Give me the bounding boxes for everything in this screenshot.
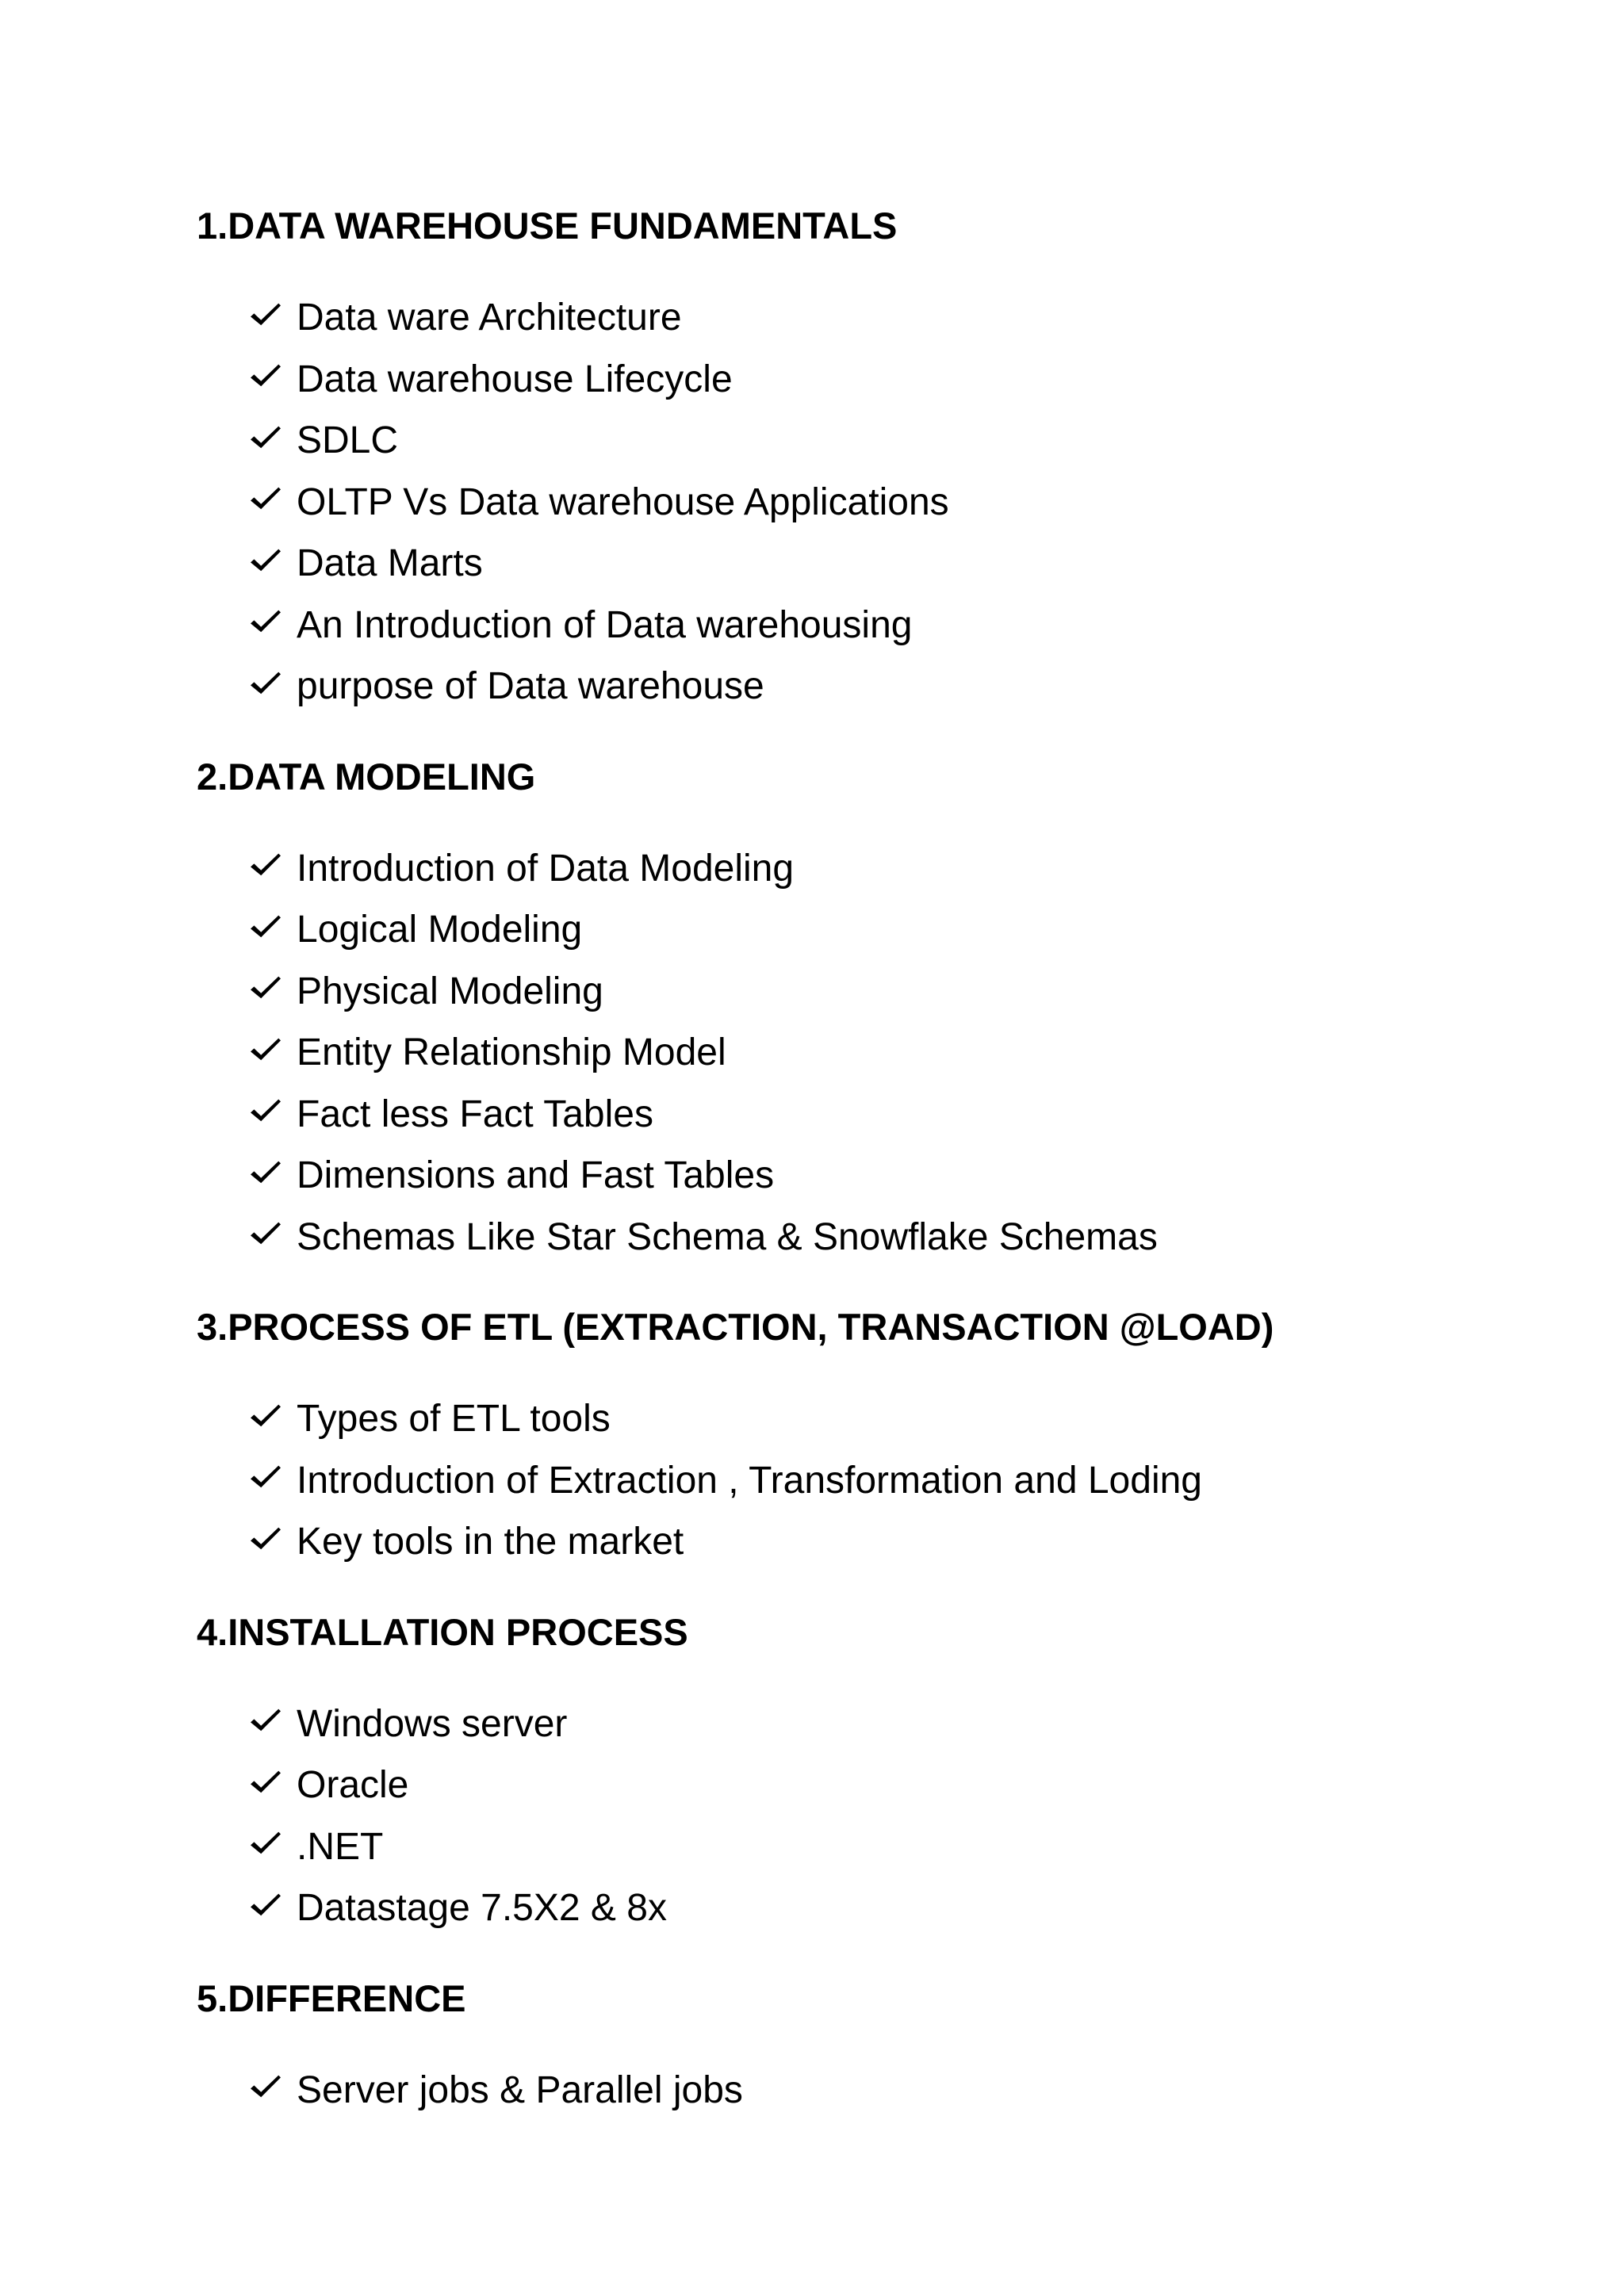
section-title: 2.DATA MODELING bbox=[197, 755, 536, 798]
list-item bbox=[246, 838, 1545, 900]
check-icon bbox=[246, 1520, 284, 1558]
section-item-list bbox=[197, 1693, 1545, 1939]
check-icon bbox=[246, 419, 284, 457]
list-item-label: Data Marts bbox=[297, 542, 483, 585]
list-item bbox=[246, 656, 1545, 718]
list-item bbox=[246, 1693, 1545, 1755]
list-item-label: Key tools in the market bbox=[297, 1521, 684, 1563]
list-item-label: Schemas Like Star Schema & Snowflake Schemas bbox=[297, 1215, 1158, 1258]
list-item bbox=[246, 410, 1545, 472]
course-outline bbox=[197, 200, 1545, 2121]
section-process-of-etl bbox=[197, 1301, 1545, 1573]
check-icon bbox=[246, 296, 284, 334]
list-item bbox=[246, 533, 1545, 595]
check-icon bbox=[246, 541, 284, 580]
section-data-modeling bbox=[197, 751, 1545, 1269]
section-data-warehouse-fundamentals bbox=[197, 200, 1545, 718]
check-icon bbox=[246, 908, 284, 946]
list-item bbox=[246, 1388, 1545, 1450]
list-item bbox=[246, 2060, 1545, 2122]
list-item bbox=[246, 287, 1545, 349]
check-icon bbox=[246, 1763, 284, 1801]
list-item bbox=[246, 1877, 1545, 1939]
section-item-list bbox=[197, 838, 1545, 1269]
list-item bbox=[246, 595, 1545, 656]
list-item-label: Data warehouse Lifecycle bbox=[297, 358, 733, 400]
section-difference bbox=[197, 1973, 1545, 2122]
list-item-label: Fact less Fact Tables bbox=[297, 1093, 653, 1135]
list-item-label: SDLC bbox=[297, 419, 399, 462]
list-item-label: Data ware Architecture bbox=[297, 297, 682, 339]
check-icon bbox=[246, 1092, 284, 1130]
list-item bbox=[246, 1207, 1545, 1269]
list-item bbox=[246, 472, 1545, 534]
list-item-label: Entity Relationship Model bbox=[297, 1031, 726, 1074]
check-icon bbox=[246, 846, 284, 884]
list-item-label: Windows server bbox=[297, 1702, 568, 1745]
check-icon bbox=[246, 357, 284, 395]
list-item-label: Dimensions and Fast Tables bbox=[297, 1154, 775, 1197]
section-title: 1.DATA WAREHOUSE FUNDAMENTALS bbox=[197, 205, 898, 247]
list-item bbox=[246, 961, 1545, 1023]
section-title: 5.DIFFERENCE bbox=[197, 1976, 466, 2019]
list-item-label: Server jobs & Parallel jobs bbox=[297, 2068, 743, 2111]
list-item bbox=[246, 1145, 1545, 1207]
list-item bbox=[246, 1755, 1545, 1816]
list-item-label: Introduction of Data Modeling bbox=[297, 847, 795, 890]
check-icon bbox=[246, 1215, 284, 1253]
list-item bbox=[246, 1450, 1545, 1512]
check-icon bbox=[246, 2068, 284, 2106]
check-icon bbox=[246, 603, 284, 641]
check-icon bbox=[246, 1458, 284, 1496]
list-item-label: .NET bbox=[297, 1825, 384, 1868]
check-icon bbox=[246, 480, 284, 518]
check-icon bbox=[246, 1031, 284, 1069]
section-title: 3.PROCESS OF ETL (EXTRACTION, TRANSACTION @LOAD) bbox=[197, 1306, 1274, 1348]
list-item-label: OLTP Vs Data warehouse Applications bbox=[297, 480, 949, 523]
section-item-list bbox=[197, 1388, 1545, 1573]
list-item-label: Datastage 7.5X2 & 8x bbox=[297, 1887, 667, 1930]
section-item-list bbox=[197, 2060, 1545, 2122]
list-item bbox=[246, 1816, 1545, 1878]
check-icon bbox=[246, 664, 284, 702]
list-item-label: Types of ETL tools bbox=[297, 1398, 611, 1441]
list-item-label: purpose of Data warehouse bbox=[297, 665, 764, 708]
list-item bbox=[246, 1084, 1545, 1146]
section-installation-process bbox=[197, 1606, 1545, 1939]
section-item-list bbox=[197, 287, 1545, 718]
check-icon bbox=[246, 1824, 284, 1862]
check-icon bbox=[246, 969, 284, 1007]
list-item bbox=[246, 349, 1545, 411]
list-item bbox=[246, 1022, 1545, 1084]
list-item-label: Oracle bbox=[297, 1764, 409, 1807]
list-item-label: An Introduction of Data warehousing bbox=[297, 603, 913, 646]
section-title: 4.INSTALLATION PROCESS bbox=[197, 1610, 688, 1653]
check-icon bbox=[246, 1701, 284, 1739]
list-item-label: Logical Modeling bbox=[297, 909, 583, 951]
check-icon bbox=[246, 1154, 284, 1192]
list-item bbox=[246, 1511, 1545, 1573]
check-icon bbox=[246, 1397, 284, 1435]
check-icon bbox=[246, 1886, 284, 1924]
list-item bbox=[246, 899, 1545, 961]
list-item-label: Physical Modeling bbox=[297, 970, 603, 1012]
list-item-label: Introduction of Extraction , Transformation and Loding bbox=[297, 1459, 1202, 1502]
